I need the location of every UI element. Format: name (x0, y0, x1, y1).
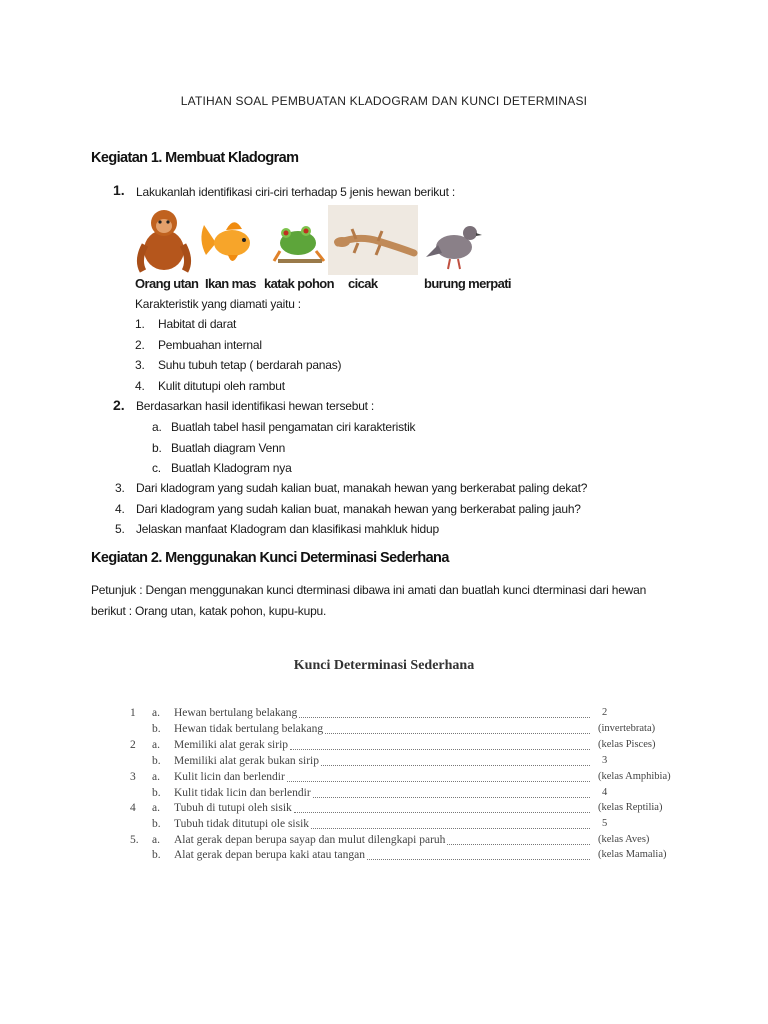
key-row-result: 2 (602, 707, 608, 718)
q1-number: 1. (113, 182, 125, 198)
key-row-description: Alat gerak depan berupa kaki atau tangan (174, 849, 365, 861)
gecko-image (328, 205, 418, 275)
q1-text: Lakukanlah identifikasi ciri-ciri terhadap 5 jenis hewan berikut : (136, 185, 455, 199)
key-row-description: Kulit tidak licin dan berlendir (174, 787, 311, 799)
key-row-leader (287, 781, 590, 782)
key-row-description: Kulit licin dan berlendir (174, 771, 285, 783)
key-row-result: 5 (602, 818, 608, 829)
key-row (130, 707, 690, 723)
key-row-number: 4 (130, 802, 136, 814)
key-row-number: 1 (130, 707, 136, 719)
q2-number: 2. (113, 397, 125, 413)
kegiatan2-heading: Kegiatan 2. Menggunakan Kunci Determinasi Sederhana (91, 550, 449, 566)
key-row (130, 755, 690, 771)
key-row-leader (294, 812, 590, 813)
key-row-letter: b. (152, 723, 161, 735)
key-row-letter: b. (152, 755, 161, 767)
key-row (130, 723, 690, 739)
q2-text: Berdasarkan hasil identifikasi hewan tersebut : (136, 399, 375, 413)
key-row-result: (invertebrata) (598, 723, 656, 734)
page-title: LATIHAN SOAL PEMBUATAN KLADOGRAM DAN KUNCI DETERMINASI (180, 94, 588, 108)
key-row-description: Hewan bertulang belakang (174, 707, 298, 719)
key-row (130, 849, 690, 865)
instruction-line-2: berikut : Orang utan, katak pohon, kupu-kupu. (91, 604, 327, 618)
key-row-number: 3 (130, 771, 136, 783)
key-row (130, 818, 690, 834)
animal-label-ikan-mas: Ikan mas (205, 276, 256, 291)
key-row-description: Hewan tidak bertulang belakang (174, 723, 324, 735)
key-row-number: 5. (130, 834, 139, 846)
key-row-letter: a. (152, 834, 160, 846)
key-row-description: Memiliki alat gerak sirip (174, 739, 289, 751)
key-row (130, 739, 690, 755)
key-row (130, 771, 690, 787)
key-row-leader (367, 859, 590, 860)
key-row-result: (kelas Amphibia) (598, 771, 671, 782)
key-row-result: (kelas Aves) (598, 834, 650, 845)
key-title: Kunci Determinasi Sederhana (293, 658, 475, 673)
key-row-leader (325, 733, 590, 734)
key-row-leader (447, 844, 590, 845)
key-row-result: 3 (602, 755, 608, 766)
key-row-number: 2 (130, 739, 136, 751)
key-row-result: 4 (602, 787, 608, 798)
instruction-line-1: Petunjuk : Dengan menggunakan kunci dterminasi dibawa ini amati dan buatlah kunci dterminasi dari hewan (91, 583, 647, 597)
orangutan-image (135, 205, 193, 275)
key-row-letter: b. (152, 849, 161, 861)
key-row-result: (kelas Pisces) (598, 739, 656, 750)
key-row-description: Memiliki alat gerak bukan sirip (174, 755, 319, 767)
key-row-letter: b. (152, 787, 161, 799)
animal-label-orangutan: Orang utan (135, 276, 199, 291)
animal-label-cicak: cicak (348, 276, 378, 291)
key-row-description: Alat gerak depan berupa sayap dan mulut dilengkapi paruh (174, 834, 446, 846)
key-row-leader (313, 797, 590, 798)
characteristics-intro: Karakteristik yang diamati yaitu : (135, 297, 301, 311)
key-row-description: Tubuh tidak ditutupi ole sisik (174, 818, 310, 830)
key-row-letter: a. (152, 771, 160, 783)
key-row-leader (321, 765, 590, 766)
key-row-description: Tubuh di tutupi oleh sisik (174, 802, 292, 814)
kegiatan1-heading: Kegiatan 1. Membuat Kladogram (91, 150, 299, 166)
key-row-leader (311, 828, 590, 829)
key-row-letter: a. (152, 802, 160, 814)
key-row-letter: a. (152, 707, 160, 719)
tree-frog-image (270, 205, 328, 275)
key-row-result: (kelas Mamalia) (598, 849, 667, 860)
animal-label-katak-pohon: katak pohon (264, 276, 334, 291)
goldfish-image (196, 205, 258, 275)
key-row (130, 802, 690, 818)
key-row (130, 787, 690, 803)
key-row-letter: b. (152, 818, 161, 830)
key-row-leader (290, 749, 590, 750)
key-row-result: (kelas Reptilia) (598, 802, 663, 813)
key-row-leader (299, 717, 590, 718)
gecko-image-frame (328, 205, 418, 275)
pigeon-image (424, 205, 484, 275)
key-row-letter: a. (152, 739, 160, 751)
animal-label-burung-merpati: burung merpati (424, 276, 511, 291)
key-row (130, 834, 690, 850)
